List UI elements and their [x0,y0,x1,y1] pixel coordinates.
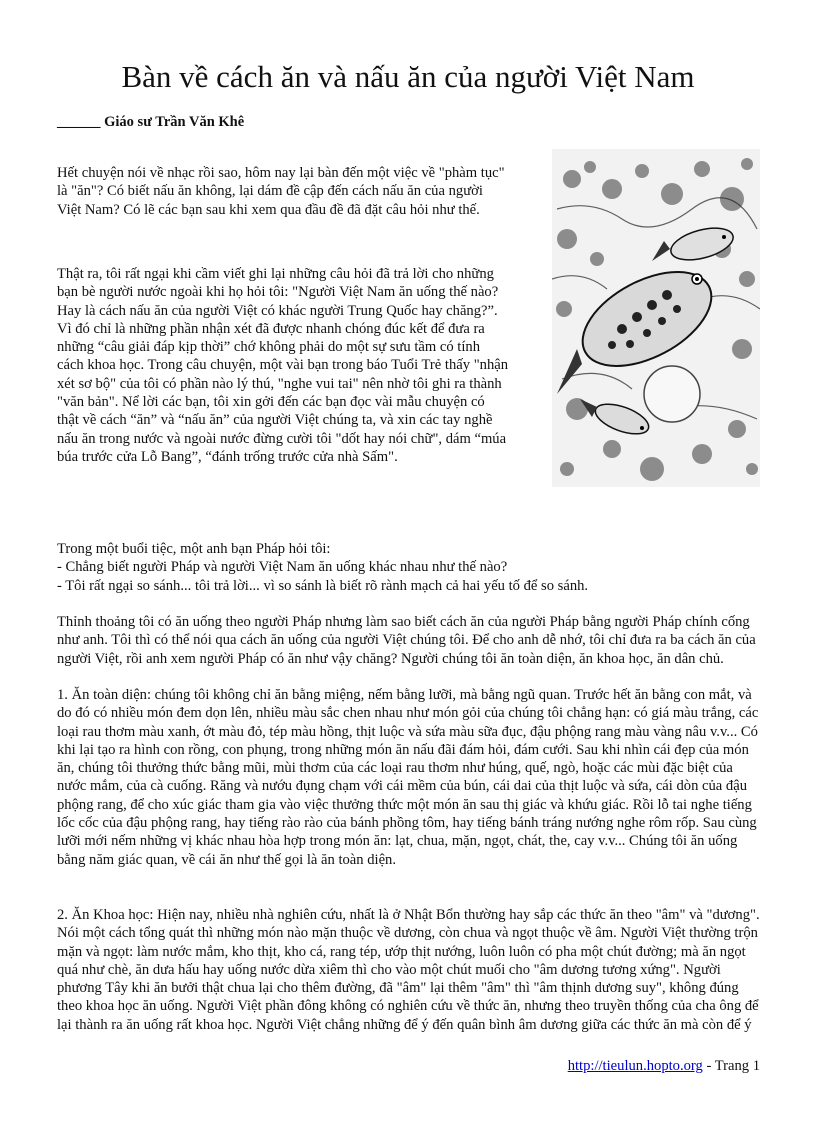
author-name: Giáo sư Trần Văn Khê [100,114,245,130]
paragraph-background: Thật ra, tôi rất ngại khi cầm viết ghi lại những câu hỏi đã trả lời cho những bạn bè người nước ngoài khi họ hỏi tôi: "Người Việt Nam ăn uống thế nào? Hay là cách nấu ăn của người Việt có khác người Trung Quốc hay chăng?”. Vì đó chỉ là những phần nhận xét đã được nhanh chóng đúc kết để đưa ra những “câu giải đáp kịp thời” chớ không phải do một sự sưu tầm có tính cách khoa học. Trong câu chuyện, một vài bạn trong báo Tuổi Trẻ thấy "nhận xét sơ bộ" của tôi có phần nào lý thú, "nghe vui tai" nên nhờ tôi ghi ra thành "văn bản". Nể lời các bạn, tôi xin gởi đến các bạn đọc vài mẫu chuyện có thật về cách “ăn” và “nấu ăn” của người Việt chúng ta, và xin các tay nghề nấu ăn trong nước và ngoài nước đừng cười tôi "dốt hay nói chữ", dám “múa búa trước cửa Lỗ Bang”, “đánh trống trước cửa nhà Sấm". [57,266,509,465]
paragraph-eat-scientifically: 2. Ăn Khoa học: Hiện nay, nhiều nhà nghiên cứu, nhất là ở Nhật Bổn thường hay sắp các thức ăn theo "âm" và "dương". Nói một cách tổng quát thì những món nào mặn thuộc về dương, còn chua và ngọt thuộc về âm. Người Việt thường trộn mặn và ngọt: làm nước mắm, kho thịt, kho cá, rang tép, ướp thịt nướng, luôn luôn có pha một chút đường; mà ăn ngọt quá như chè, ăn dưa hấu hay uống nước dừa xiêm thì cho vào một chút muối cho "âm dương tương xứng". Người phương Tây khi ăn bưởi thật chua lại cho thêm đường, đã "âm" lại thêm "âm" thì "âm thịnh dương suy", không đúng theo khoa học ăn uống. Người Việt phần đông không có nghiên cứu về thức ăn, nhưng theo truyền thống của cha ông để lại thành ra ăn uống rất khoa học. Người Việt chẳng những để ý đến quân bình âm dương giữa các thức ăn mà còn để ý [57,907,760,1033]
dialogue-line-1: Trong một buổi tiệc, một anh bạn Pháp hỏi tôi: [57,541,331,557]
page-title: Bàn về cách ăn và nấu ăn của người Việt Nam [121,59,695,94]
dialogue-line-3: - Tôi rất ngại so sánh... tôi trả lời... vì so sánh là biết rõ rành mạch cả hai yếu tố để so sánh. [57,577,589,594]
paragraph-three-ways: Thỉnh thoảng tôi có ăn uống theo người Pháp nhưng làm sao biết cách ăn của người Pháp bằng người Pháp chính cống như anh. Tôi thì có thể nói qua cách ăn uống của người Việt chúng tôi. Để cho anh dễ nhớ, tôi chỉ đưa ra ba cách ăn của người Việt, rồi anh xem người Pháp có ăn như vậy chăng? Người chúng tôi ăn toàn diện, ăn khoa học, ăn dân chủ. [57,614,756,667]
author-rule: ______ [57,114,101,130]
paragraph-dialogue [57,540,763,595]
footer-site-link[interactable]: http://tieulun.hopto.org [567,1058,703,1074]
ink-painting-illustration [552,149,760,487]
dialogue-line-2: - Chẳng biết người Pháp và người Việt Nam ăn uống khác nhau như thế nào? [57,559,508,576]
page-footer [568,1058,760,1075]
fish-painting-image [552,149,760,487]
author-line [57,114,244,131]
paragraph-intro: Hết chuyện nói về nhạc rồi sao, hôm nay lại bàn đến một việc về "phàm tục" là "ăn"? Có biết nấu ăn không, lại dám đề cập đến cách nấu ăn của người Việt Nam? Có lẽ các bạn sau khi xem qua đầu đề đã đặt câu hỏi như thế. [57,165,505,218]
paragraph-eat-holistically: 1. Ăn toàn diện: chúng tôi không chỉ ăn bằng miệng, nếm bằng lưỡi, mà bằng ngũ quan. Trước hết ăn bằng con mắt, và do đó có nhiều món đem dọn lên, nhiều màu sắc chen nhau như món gỏi của chúng tôi chẳng hạn: có giá màu trắng, các loại rau thơm màu xanh, ớt màu đỏ, tép màu hồng, thịt luộc và sứa màu sữa đục, đậu phộng rang màu vàng nâu v.v... Có khi lại tạo ra hình con rồng, con phụng, trong những món ăn nấu đãi đám hỏi, đám cưới. Sau khi nhìn cái đẹp của món ăn, chúng tôi thưởng thức bằng mũi, mùi thơm của các loại rau thơm như húng, quế, ngò, hoặc các mùi đặc biệt của nước mắm, của cà cuống. Răng và nướu đụng chạm với cái mềm của bún, cái dai của thịt luộc và sứa, cái dòn của đậu phộng rang, để cho xúc giác tham gia vào việc thưởng thức một món ăn sau thị giác và khứu giác. Rồi lỗ tai nghe tiếng lốc cốc của đậu phộng rang, hay tiếng rào rào của bánh phồng tôm, hay tiếng bánh tráng nướng nghe rôm rốp. Sau cùng lưỡi mới nếm những vị khác nhau hòa hợp trong món ăn: lạt, chua, mặn, ngọt, chát, the, cay v.v... Chúng tôi ăn uống bằng năm giác quan, về cái ăn như thế gọi là ăn toàn diện. [57,687,759,868]
page-number: - Trang 1 [702,1058,760,1074]
